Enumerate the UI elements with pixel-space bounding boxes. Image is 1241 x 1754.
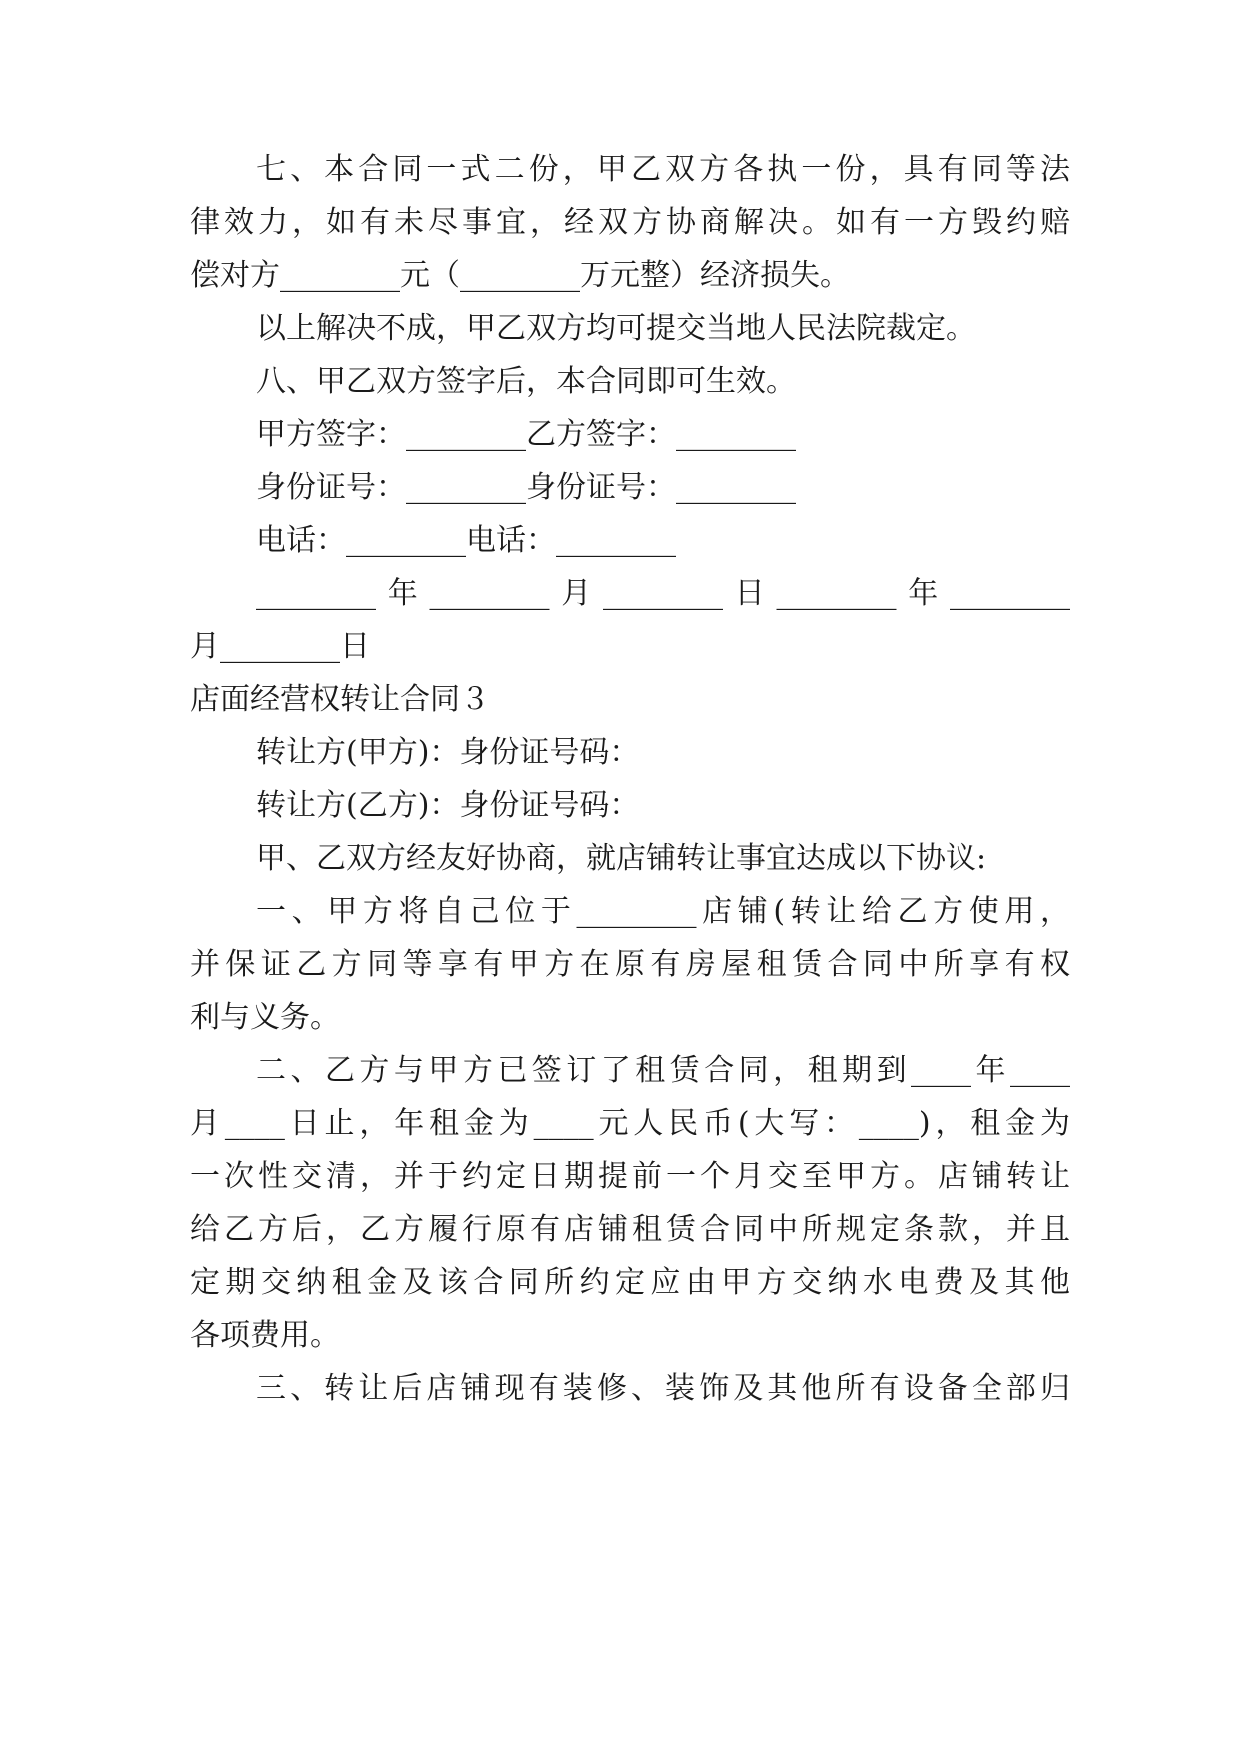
phone-line: 电话：________电话：________ <box>256 523 676 558</box>
clause-2-line-3: 一次性交清，并于约定日期提前一个月交至甲方。店铺转让 <box>190 1159 1070 1194</box>
transferee-line: 转让方(乙方)：身份证号码： <box>256 788 640 823</box>
date-line-1: ________年________月________日________年________ <box>256 576 1070 611</box>
clause-3-line-1: 三、转让后店铺现有装修、装饰及其他所有设备全部归 <box>256 1371 1070 1406</box>
clause-1-line-2: 并保证乙方同等享有甲方在原有房屋租赁合同中所享有权 <box>190 947 1070 982</box>
id-number-line: 身份证号：________身份证号：________ <box>256 470 796 505</box>
clause-1-line-1: 一、甲方将自己位于________店铺(转让给乙方使用， <box>256 894 1070 929</box>
clause-7-line-3: 偿对方________元（________万元整）经济损失。 <box>190 258 850 293</box>
clause-1-line-3: 利与义务。 <box>190 1000 340 1035</box>
date-line-2: 月________日 <box>190 629 370 664</box>
clause-7-line-1: 七、本合同一式二份，甲乙双方各执一份，具有同等法 <box>256 152 1070 187</box>
clause-2-line-2: 月____日止，年租金为____元人民币(大写：____)，租金为 <box>190 1106 1070 1141</box>
clause-7-line-2: 律效力，如有未尽事宜，经双方协商解决。如有一方毁约赔 <box>190 205 1070 240</box>
clause-2-line-5: 定期交纳租金及该合同所约定应由甲方交纳水电费及其他 <box>190 1265 1070 1300</box>
clause-2-line-6: 各项费用。 <box>190 1318 340 1353</box>
clause-2-line-1: 二、乙方与甲方已签订了租赁合同，租期到____年____ <box>256 1053 1070 1088</box>
section-title: 店面经营权转让合同３ <box>190 682 490 717</box>
agreement-intro: 甲、乙双方经友好协商，就店铺转让事宜达成以下协议: <box>256 841 987 876</box>
transferor-line: 转让方(甲方)：身份证号码： <box>256 735 640 770</box>
clause-2-line-4: 给乙方后，乙方履行原有店铺租赁合同中所规定条款，并且 <box>190 1212 1070 1247</box>
clause-8-line: 八、甲乙双方签字后，本合同即可生效。 <box>256 364 796 399</box>
signature-line: 甲方签字：________乙方签字：________ <box>256 417 796 452</box>
dispute-line: 以上解决不成，甲乙双方均可提交当地人民法院裁定。 <box>256 311 976 346</box>
